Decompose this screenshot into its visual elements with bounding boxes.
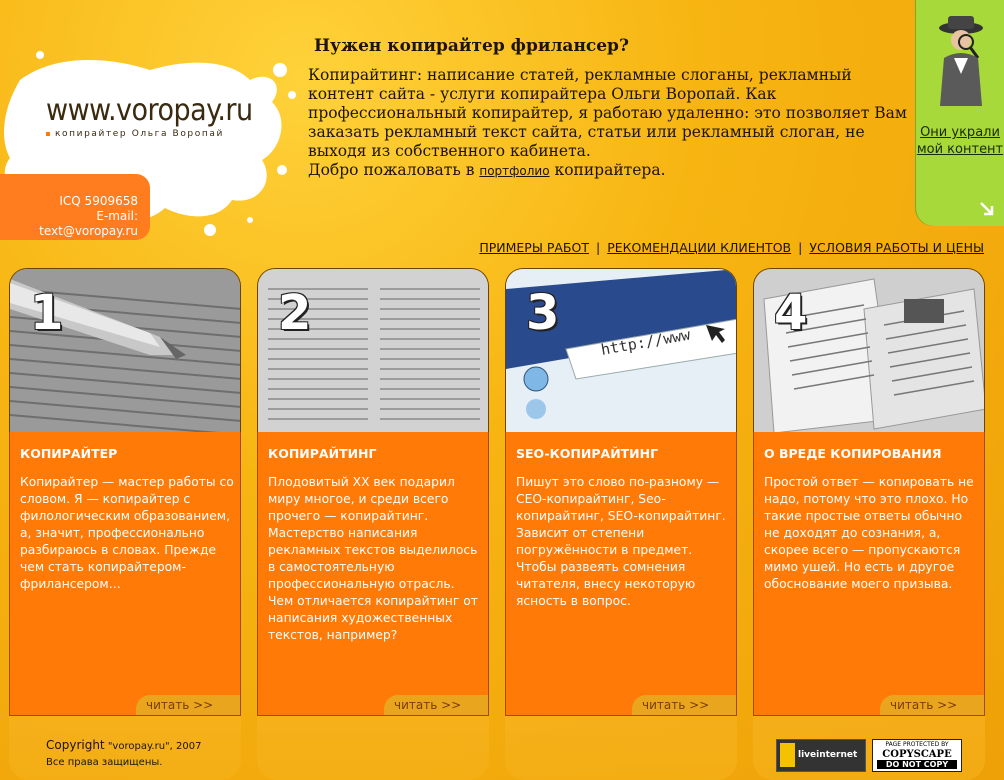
liveinternet-counter[interactable]: liveinternet [776,739,866,772]
portfolio-link[interactable]: портфолио [479,164,550,178]
svg-text:http://www: http://www [599,325,692,359]
card-body [753,432,985,716]
intro-title: Нужен копирайтер фрилансер? [314,36,629,56]
card-title[interactable]: О ВРЕДЕ КОПИРОВАНИЯ [764,446,942,461]
nav-recommendations[interactable]: РЕКОМЕНДАЦИИ КЛИЕНТОВ [607,240,792,255]
card-reflection [505,716,737,780]
site-logo[interactable]: www.voropay.ru [46,93,253,128]
rights-text: Все права защищены. [46,757,163,768]
site-tagline: копирайтер Ольга Воропай [46,129,224,139]
card-reflection [257,716,489,780]
arrow-down-right-icon [978,200,996,218]
contact-email-label: E-mail: [96,209,138,223]
card-title[interactable]: КОПИРАЙТИНГ [268,446,377,461]
copyright: Copyright "voropay.ru", 2007 Все права защищены. [46,738,202,768]
card-photo-papers [753,268,985,432]
contact-email[interactable]: text@voropay.ru [39,224,138,238]
card-photo-browser [505,268,737,432]
card-text: Пишут это слово по-разному — СЕО-копирайтинг, Seo-копирайтинг, SEO-копирайтинг. Зависит от степени погружённости в предмет. Чтобы развеять сомнения читателя, внесу некоторую ясность в вопрос. [516,475,726,608]
card-text: Плодовитый XX век подарил миру многое, и среди всего прочего — копирайтинг. Мастерство написания рекламных текстов выделилось в самостоятельную профессиональную отрасль. Чем отличается копирайтинг от написания художественных текстов, например? [268,475,478,642]
card-body [505,432,737,716]
read-more-button[interactable]: читать >> [632,695,736,715]
card-body [9,432,241,716]
card-photo-pen [9,268,241,432]
card-number: 4 [774,285,808,341]
contact-box [0,174,150,240]
top-nav: ПРИМЕРЫ РАБОТ | РЕКОМЕНДАЦИИ КЛИЕНТОВ | УСЛОВИЯ РАБОТЫ И ЦЕНЫ [479,240,984,255]
card-body [257,432,489,716]
card-number: 2 [278,285,312,341]
stolen-content-box[interactable] [916,0,1004,226]
card-text: Копирайтер — мастер работы со словом. Я — копирайтер с филологическим образованием, а, значит, профессионально разбираюсь в словах. Прежде чем стать копирайтером-фрилансером… [20,475,234,591]
nav-terms-prices[interactable]: УСЛОВИЯ РАБОТЫ И ЦЕНЫ [809,240,984,255]
read-more-button[interactable]: читать >> [880,695,984,715]
copyscape-badge[interactable]: PAGE PROTECTED BY COPYSCAPE DO NOT COPY [872,739,962,772]
stolen-content-link[interactable]: Они украли мой контент [916,125,1004,157]
card-title[interactable]: SEO-КОПИРАЙТИНГ [516,446,659,461]
intro-section [308,36,908,181]
read-more-button[interactable]: читать >> [384,695,488,715]
card-seo-copywriting [505,268,737,716]
card-number: 3 [526,285,560,341]
card-number: 1 [30,285,64,341]
card-copywriting [257,268,489,716]
contact-icq: ICQ 5909658 [59,194,138,208]
card-photo-newspaper [257,268,489,432]
nav-examples[interactable]: ПРИМЕРЫ РАБОТ [479,240,589,255]
card-text: Простой ответ — копировать не надо, потому что это плохо. Но такие простые ответы обычно не доходят до сознания, а, скорее всего — пропускаются мимо ушей. Но есть и другое обоснование моего призыва. [764,475,974,591]
detective-icon [930,14,992,106]
card-copying-harm [753,268,985,716]
read-more-button[interactable]: читать >> [136,695,240,715]
intro-text: Копирайтинг: написание статей, рекламные слоганы, рекламный контент сайта - услуги копирайтера Ольги Воропай. Как профессиональный копирайтер, я работаю удаленно: это позволяет Вам заказать рекламный текст сайта, статьи или рекламный слоган, не выходя из собственного кабинета. Добро пожаловать в портфолио копирайтера. [308,66,907,179]
card-title[interactable]: КОПИРАЙТЕР [20,446,118,461]
card-copywriter [9,268,241,716]
